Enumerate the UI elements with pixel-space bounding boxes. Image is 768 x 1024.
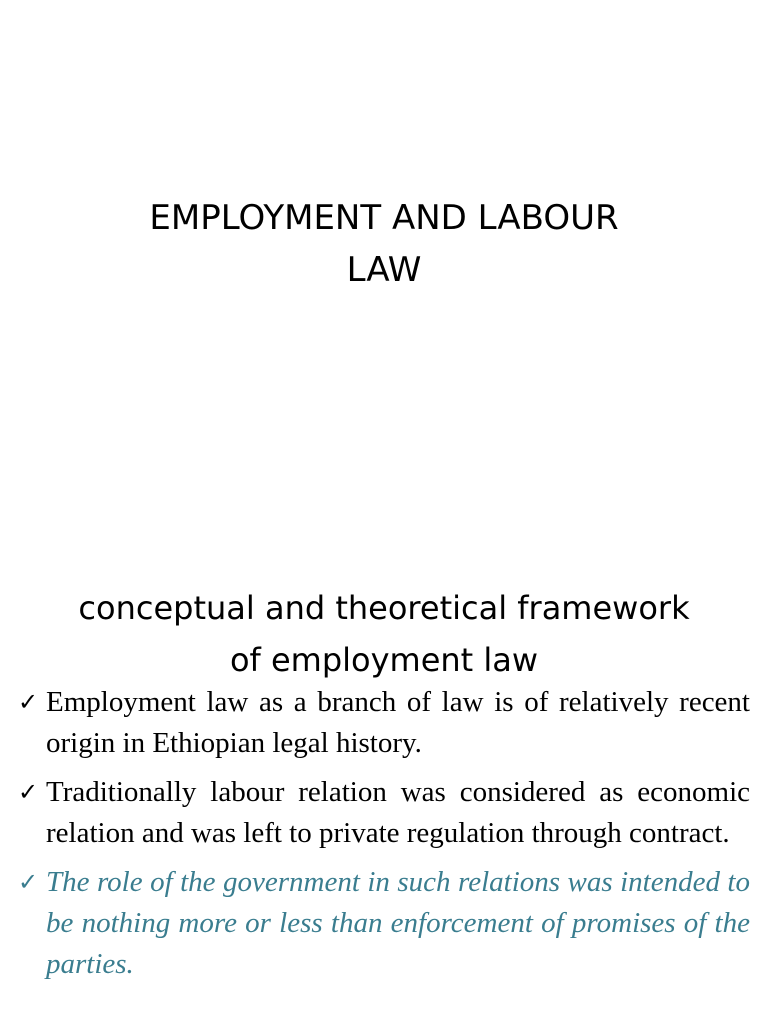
- slide-heading: [0, 582, 768, 686]
- bullet-list: [0, 682, 768, 993]
- heading-line-2: of employment law: [229, 641, 539, 679]
- heading-line-1: conceptual and theoretical framework: [78, 589, 690, 627]
- content-slide: [0, 540, 768, 1024]
- slide-title: [0, 192, 768, 296]
- bullet-item-emphasized: [0, 862, 768, 985]
- title-line-1: EMPLOYMENT AND LABOUR: [149, 198, 619, 238]
- checkmark-icon: ✓: [18, 778, 39, 806]
- bullet-text: Employment law as a branch of law is of relatively recent origin in Ethiopian legal history.: [46, 686, 750, 759]
- checkmark-icon: ✓: [18, 688, 39, 716]
- checkmark-icon: ✓: [18, 868, 39, 896]
- bullet-text: The role of the government in such relations was intended to be nothing more or less than enforcement of promises of the parties.: [46, 866, 750, 980]
- bullet-item: [0, 772, 768, 854]
- bullet-item: [0, 682, 768, 764]
- title-line-2: LAW: [346, 250, 422, 290]
- bullet-text: Traditionally labour relation was considered as economic relation and was left to private regulation through contract.: [46, 776, 750, 849]
